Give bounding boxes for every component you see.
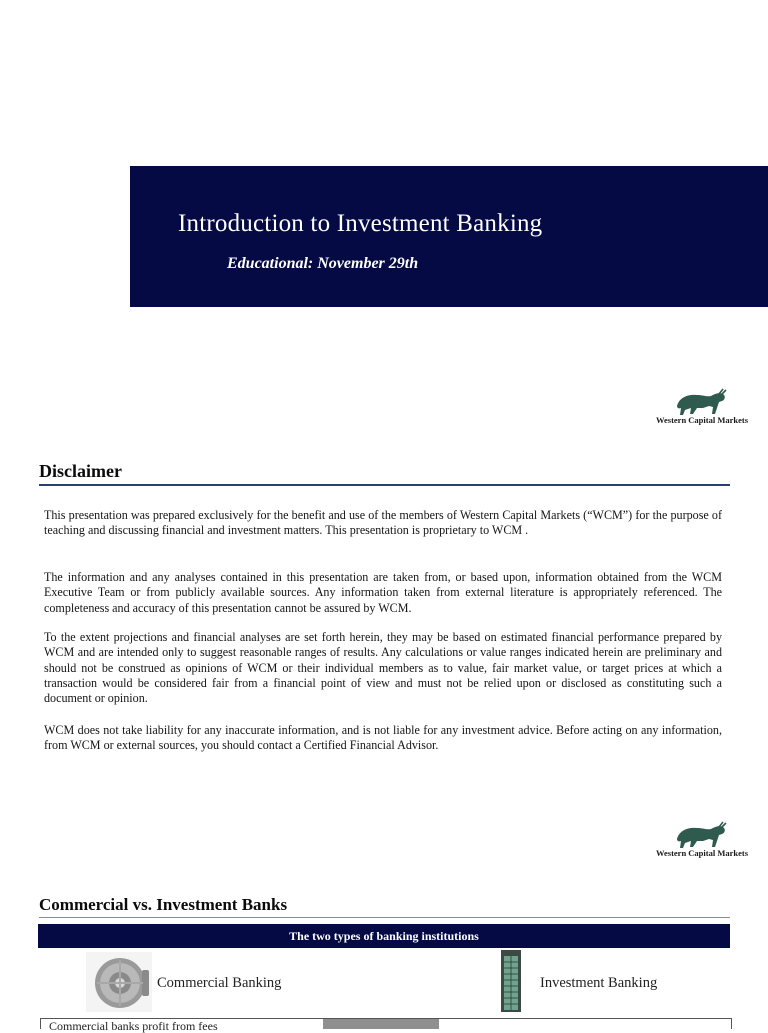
- bull-icon: [673, 388, 729, 416]
- title-banner: [130, 166, 768, 307]
- skyscraper-icon: [498, 950, 524, 1012]
- bank-vault-icon: [86, 952, 152, 1012]
- presentation-subtitle: Educational: November 29th: [227, 255, 419, 272]
- logo-text: Western Capital Markets: [655, 415, 749, 425]
- comparison-table: [40, 1018, 732, 1033]
- disclaimer-paragraph: To the extent projections and financial analyses are set forth herein, they may be based on estimated financial performance prepared by WCM and are intended only to suggest reasonable ranges of results. Any calculations or value ranges indicated herein are preliminary and should not be construed as opinions of WCM or their individual members as to value, fair market value, or target prices at which a transaction would be considered fair from a financial point of view and must not be relied upon or disclosed as constituting such a document or opinion.: [44, 630, 722, 706]
- investment-banking-label: Investment Banking: [540, 975, 658, 991]
- title-divider: [39, 917, 730, 918]
- disclaimer-paragraph: This presentation was prepared exclusively for the benefit and use of the members of Western Capital Markets (“WCM”) for the purpose of teaching and discussing financial and investment matters. This presentation is proprietary to WCM .: [44, 508, 722, 538]
- disclaimer-title: Disclaimer: [39, 461, 122, 481]
- title-divider: [39, 484, 730, 486]
- section-band: The two types of banking institutions: [38, 924, 730, 948]
- disclaimer-paragraph: WCM does not take liability for any inaccurate information, and is not liable for any investment advice. Before acting on any information, from WCM or external sources, you should contact a Certified Financial Advisor.: [44, 723, 722, 753]
- disclaimer-paragraph: The information and any analyses contained in this presentation are taken from, or based upon, information obtained from the WCM Executive Team or from publicly available sources. Any information taken from external literature is appropriately referenced. The completeness and accuracy of this presentation cannot be assured by WCM.: [44, 570, 722, 615]
- table-cell: Commercial banks profit from fees: [49, 1019, 218, 1033]
- commercial-banking-label: Commercial Banking: [157, 975, 282, 991]
- bull-icon: [673, 821, 729, 849]
- wcm-logo: [647, 388, 757, 432]
- logo-text: Western Capital Markets: [655, 848, 749, 858]
- presentation-title: Introduction to Investment Banking: [178, 210, 543, 237]
- table-header-cell: [323, 1019, 439, 1029]
- wcm-logo: [647, 821, 757, 865]
- comparison-title: Commercial vs. Investment Banks: [39, 895, 288, 914]
